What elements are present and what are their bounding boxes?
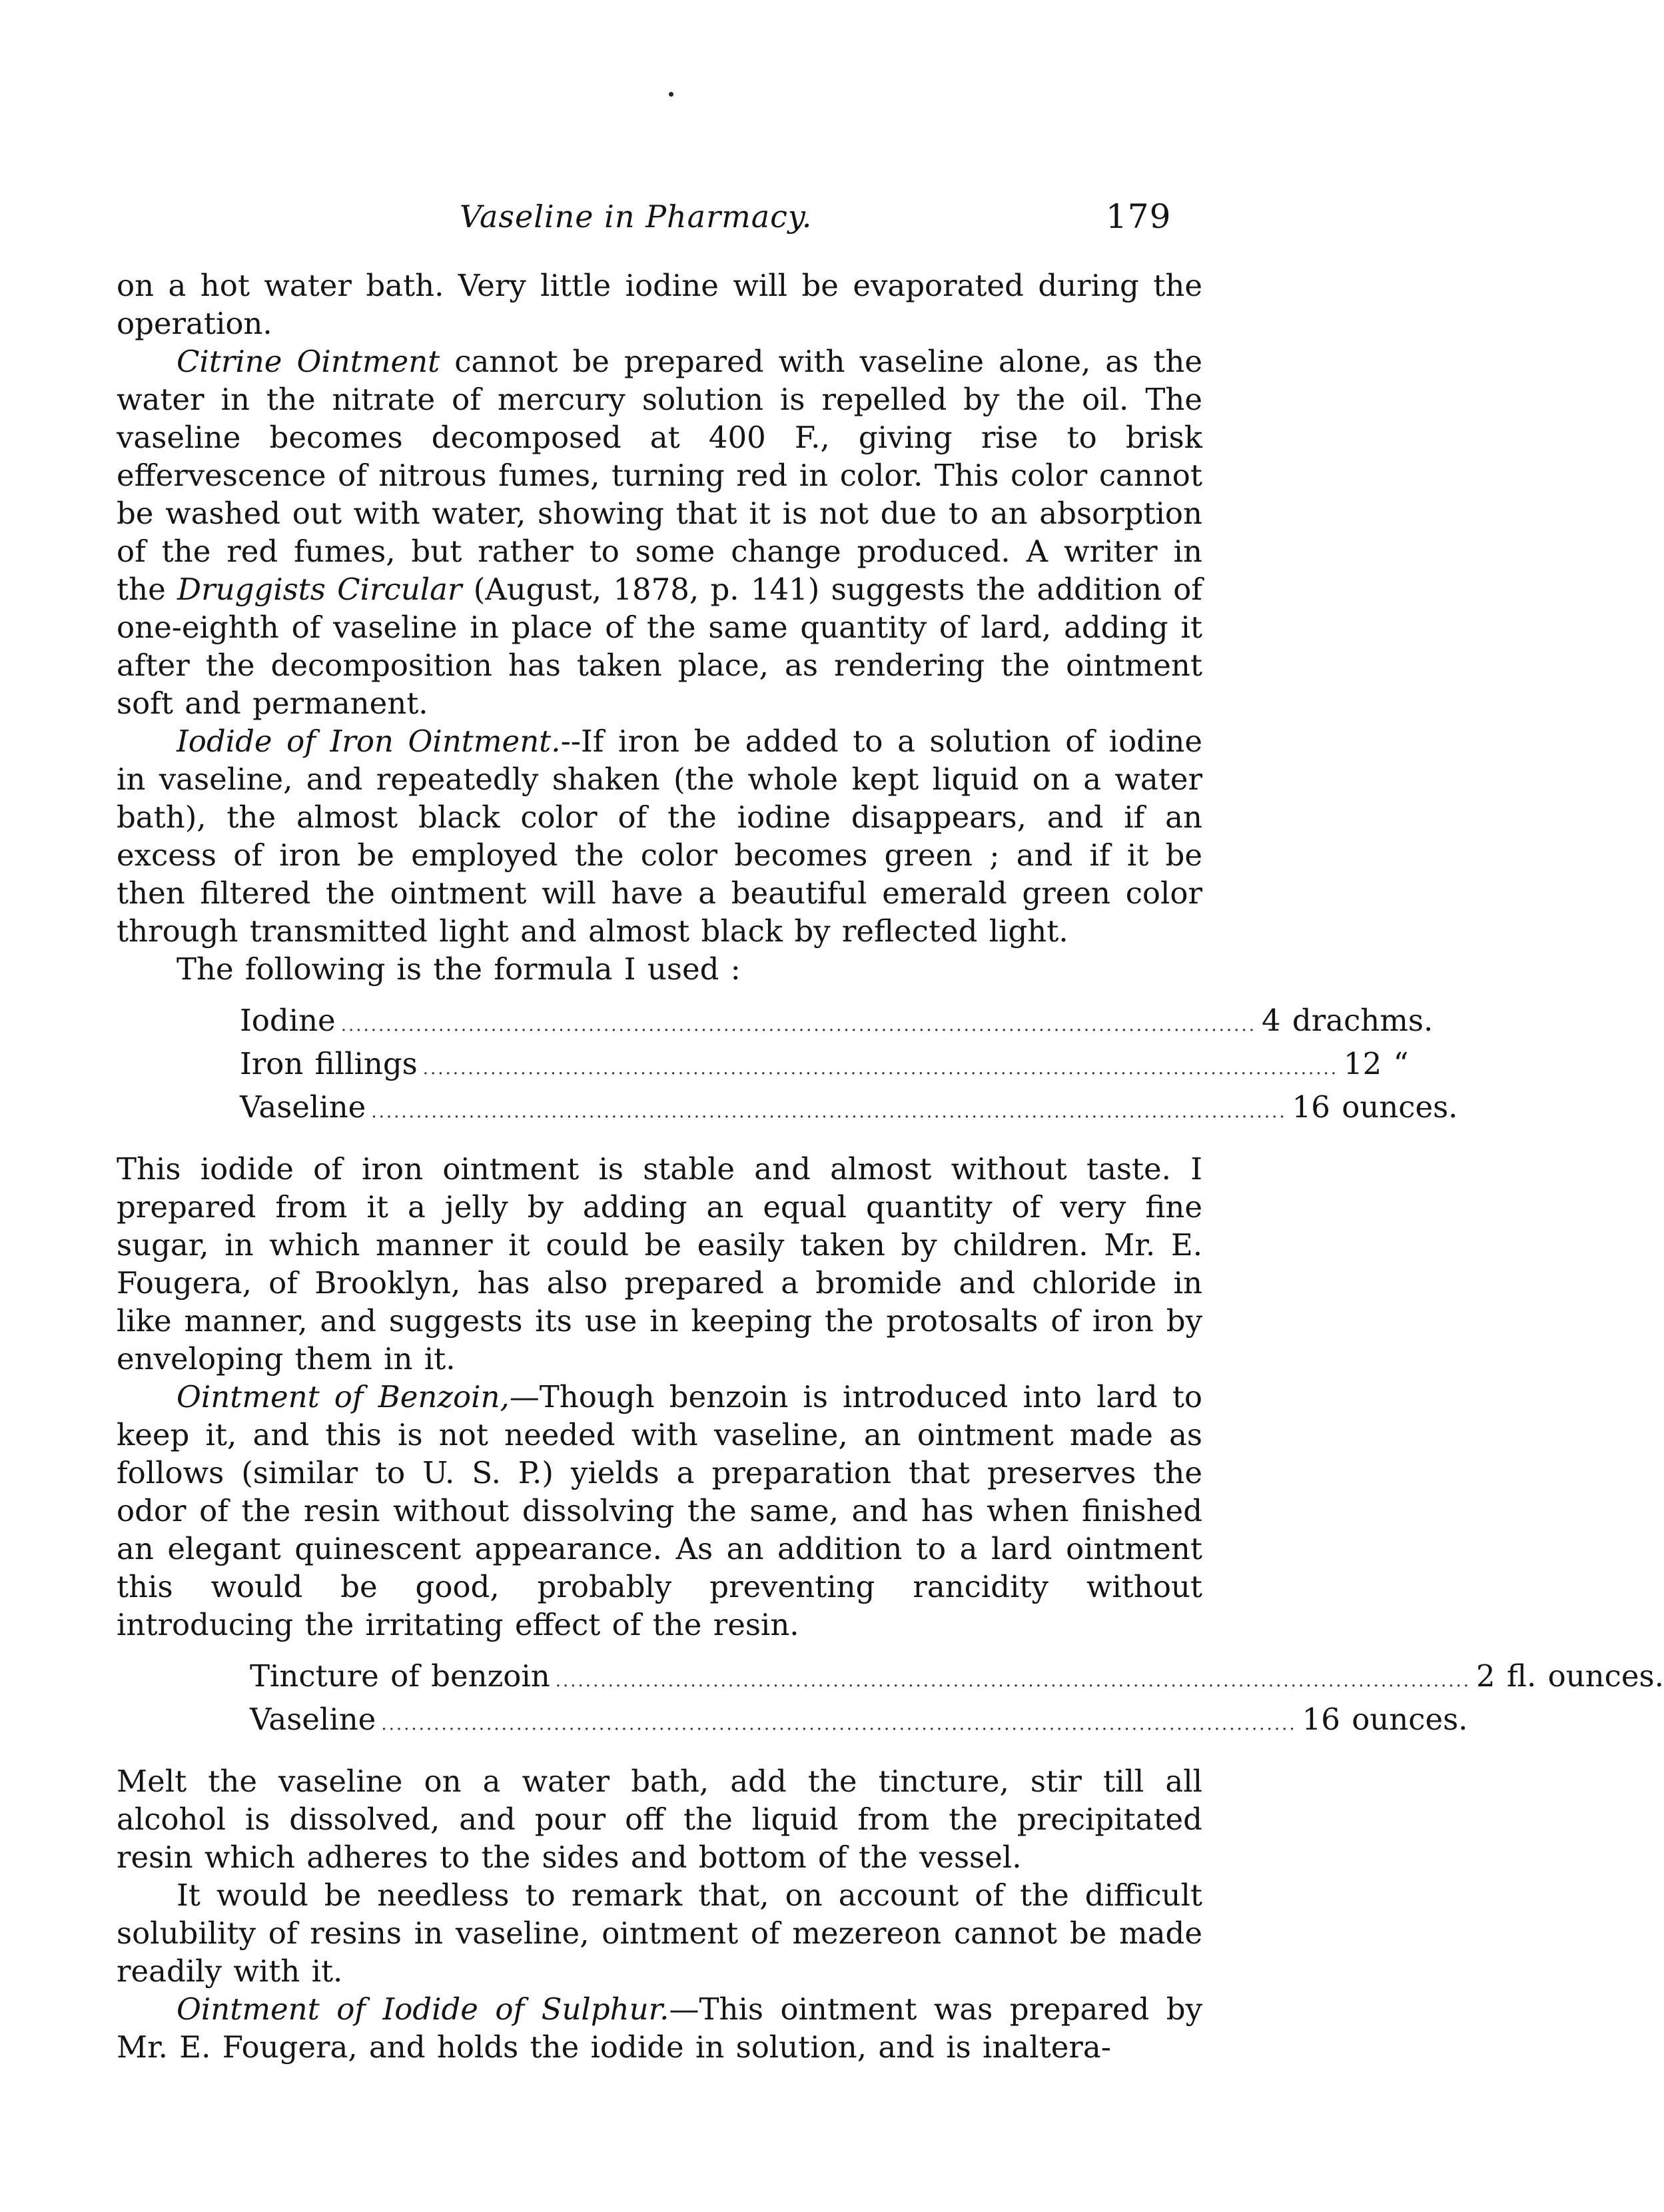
ingredient-quantity: 16 ounces. — [1302, 1702, 1468, 1737]
running-title: Vaseline in Pharmacy. — [460, 199, 813, 235]
ingredient-quantity: 4 drachms. — [1261, 1003, 1434, 1038]
paragraph-citrine-ointment — [117, 342, 1202, 722]
formula-iron-ointment — [240, 1001, 1458, 1131]
formula-benzoin-ointment — [250, 1657, 1664, 1744]
formula-row — [240, 1001, 1434, 1045]
section-heading-ointment-of-benzoin: Ointment of Benzoin, — [177, 1379, 510, 1414]
dot-leader: .......................................................................................................................... — [422, 1059, 1339, 1079]
ingredient-quantity: 2 fl. ounces. — [1476, 1658, 1664, 1694]
dot-leader: .......................................................................................................................... — [371, 1102, 1287, 1122]
paragraph-formula-intro: The following is the formula I used : — [177, 951, 741, 987]
formula-row — [240, 1088, 1458, 1131]
ingredient-quantity: 16 ounces. — [1292, 1089, 1458, 1125]
formula-row — [240, 1045, 1409, 1088]
ingredient-name: Iron fillings — [240, 1046, 418, 1081]
page-speck — [669, 92, 673, 97]
dot-leader: .......................................................................................................................... — [381, 1714, 1297, 1734]
section-heading-iodide-of-iron: Iodide of Iron Ointment. — [177, 724, 561, 759]
ingredient-quantity: 12 “ — [1344, 1046, 1409, 1081]
paragraph-iodide-of-iron — [117, 722, 1202, 950]
paragraph-ointment-of-benzoin — [117, 1378, 1202, 1644]
paragraph-text: —Though benzoin is introduced into lard to keep it, and this is not needed with vaseline, an ointment made as follows (similar to U. S. P.) yields a preparation that preserves the odor of the resin without dissolving the same, and has when finished an elegant quinescent appearance. As an addition to a lard ointment this would be good, probably preventing rancidity without introducing the irritating effect of the resin. — [117, 1379, 1202, 1642]
body-text — [117, 267, 1664, 2066]
ingredient-name: Vaseline — [240, 1089, 366, 1125]
dot-leader: .......................................................................................................................... — [555, 1671, 1471, 1691]
paragraph-text: cannot be prepared with vaseline alone, as the water in the nitrate of mercury solution is repelled by the oil. The vaseline becomes decomposed at 400 F., giving rise to brisk effervescence of nitrous fumes, turning red in color. This color cannot be washed out with water, showing that it is not due to an absorption of the red fumes, but rather to some change produced. A writer in the — [117, 344, 1202, 607]
paragraph-iodide-of-sulphur — [117, 1990, 1202, 2066]
paragraph-mezereon: It would be needless to remark that, on account of the difficult solubility of resins in vaseline, ointment of mezereon cannot be made readily with it. — [117, 1878, 1202, 1989]
paragraph-text: —This ointment was prepared by Mr. E. Fougera, and holds the iodide in solution, and is inaltera- — [117, 1991, 1202, 2065]
journal-title: Druggists Circular — [177, 572, 462, 607]
paragraph-hot-water-bath: on a hot water bath. Very little iodine will be evaporated during the operation. — [117, 268, 1202, 341]
section-heading-citrine-ointment: Citrine Ointment — [177, 344, 440, 379]
ingredient-name: Vaseline — [250, 1702, 376, 1737]
page-number: 179 — [1106, 197, 1172, 236]
formula-row — [250, 1657, 1664, 1700]
formula-row — [250, 1700, 1468, 1744]
paragraph-text: (August, 1878, p. 141) suggests the addition of one-eighth of vaseline in place of the same quantity of lard, adding it after the decomposition has taken place, as rendering the ointment soft and permanent. — [117, 572, 1202, 721]
paragraph-iodide-stability: This iodide of iron ointment is stable and almost without taste. I prepared from it a jelly by adding an equal quantity of very fine sugar, in which manner it could be easily taken by children. Mr. E. Fougera, of Brooklyn, has also prepared a bromide and chloride in like manner, and suggests its use in keeping the protosalts of iron by enveloping them in it. — [117, 1151, 1202, 1377]
ingredient-name: Iodine — [240, 1003, 336, 1038]
paragraph-melt-vaseline: Melt the vaseline on a water bath, add the tincture, stir till all alcohol is dissolved, and pour off the liquid from the precipitated resin which adheres to the sides and bottom of the vessel. — [117, 1764, 1202, 1875]
paragraph-text: --If iron be added to a solution of iodine in vaseline, and repeatedly shaken (the whole kept liquid on a water bath), the almost black color of the iodine disappears, and if an excess of iron be employed the color becomes green ; and if it be then filtered the ointment will have a beautiful emerald green color through transmitted light and almost black by reflected light. — [117, 724, 1202, 949]
dot-leader: .......................................................................................................................... — [340, 1015, 1256, 1035]
ingredient-name: Tincture of benzoin — [250, 1658, 550, 1694]
section-heading-iodide-of-sulphur: Ointment of Iodide of Sulphur. — [177, 1991, 669, 2027]
